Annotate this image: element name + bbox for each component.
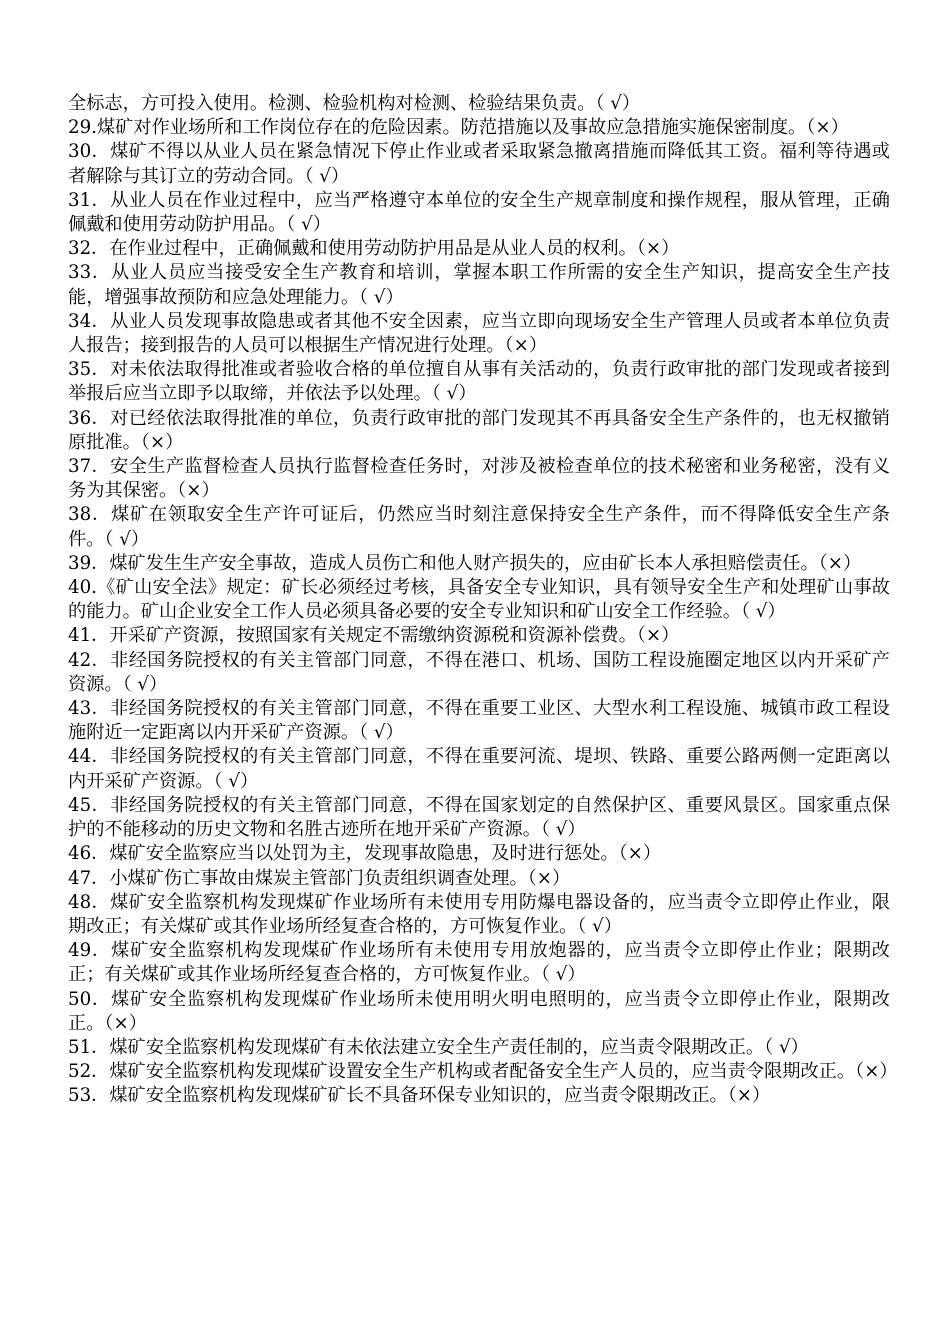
paragraph-item-34: 34．从业人员发现事故隐患或者其他不安全因素，应当立即向现场安全生产管理人员或者本单位负责人报告；接到报告的人员可以根据生产情况进行处理。（×） [68, 310, 890, 357]
paragraph-item-39: 39．煤矿发生生产安全事故，造成人员伤亡和他人财产损失的，应由矿长本人承担赔偿责任。（×） [68, 552, 862, 574]
paragraph-item-46: 46．煤矿安全监察应当以处罚为主，发现事故隐患，及时进行惩处。（×） [68, 843, 662, 865]
paragraph-item-37: 37．安全生产监督检查人员执行监督检查任务时，对涉及被检查单位的技术秘密和业务秘密，没有义务为其保密。（×） [68, 456, 890, 502]
paragraph-item-35: 35．对未依法取得批准或者验收合格的单位擅自从事有关活动的，负责行政审批的部门发现或者接到举报后应当立即予以取缔，并依法予以处理。（ √） [68, 359, 890, 405]
paragraph-item-53: 53．煤矿安全监察机构发现煤矿矿长不具备环保专业知识的，应当责令限期改正。（×） [68, 1085, 771, 1107]
paragraph-item-50: 50．煤矿安全监察机构发现煤矿作业场所未使用明火明电照明的，应当责令立即停止作业，限期改正。（×） [68, 988, 890, 1034]
paragraph-item-52: 52．煤矿安全监察机构发现煤矿设置安全生产机构或者配备安全生产人员的，应当责令限期改正。（×） [68, 1061, 898, 1083]
paragraph-item-36: 36．对已经依法取得批准的单位，负责行政审批的部门发现其不再具备安全生产条件的，也无权撤销原批准。（×） [68, 407, 890, 453]
document-page [68, 92, 898, 1109]
paragraph-item-48: 48．煤矿安全监察机构发现煤矿作业场所有未使用专用防爆电器设备的，应当责令立即停止作业，限期改正；有关煤矿或其作业场所经复查合格的，方可恢复作业。（ √） [68, 891, 890, 937]
paragraph-item-40: 40.《矿山安全法》规定：矿长必须经过考核，具备安全专业知识，具有领导安全生产和处理矿山事故的能力。矿山企业安全工作人员必须具备必要的安全专业知识和矿山安全工作经验。（ √） [68, 577, 890, 623]
paragraph-item-51: 51．煤矿安全监察机构发现煤矿有未依法建立安全生产责任制的，应当责令限期改正。（ √） [68, 1036, 809, 1058]
paragraph-item-38: 38．煤矿在领取安全生产许可证后，仍然应当时刻注意保持安全生产条件，而不得降低安全生产条件。（ √） [68, 504, 890, 550]
paragraph-item-47: 47．小煤矿伤亡事故由煤炭主管部门负责组织调查处理。（×） [68, 867, 571, 889]
paragraph-item-49: 49．煤矿安全监察机构发现煤矿作业场所有未使用专用放炮器的，应当责令立即停止作业；限期改正；有关煤矿或其作业场所经复查合格的，方可恢复作业。（ √） [68, 940, 890, 986]
paragraph-item-29: 29.煤矿对作业场所和工作岗位存在的危险因素。防范措施以及事故应急措施实施保密制度。（×） [68, 117, 849, 139]
paragraph-item-42: 42．非经国务院授权的有关主管部门同意，不得在港口、机场、国防工程设施圈定地区以内开采矿产资源。（ √） [68, 649, 890, 695]
paragraph-item-43: 43．非经国务院授权的有关主管部门同意，不得在重要工业区、大型水利工程设施、城镇市政工程设施附近一定距离以内开采矿产资源。（ √） [68, 698, 890, 744]
paragraph-item-33: 33．从业人员应当接受安全生产教育和培训，掌握本职工作所需的安全生产知识，提高安全生产技能，增强事故预防和应急处理能力。（ √） [68, 262, 890, 308]
paragraph-item-45: 45．非经国务院授权的有关主管部门同意，不得在国家划定的自然保护区、重要风景区。国家重点保护的不能移动的历史文物和名胜古迹所在地开采矿产资源。（ √） [68, 794, 890, 841]
paragraph-item-30: 30．煤矿不得以从业人员在紧急情况下停止作业或者采取紧急撤离措施而降低其工资。福利等待遇或者解除与其订立的劳动合同。（ √） [68, 141, 890, 187]
paragraph-item-41: 41．开采矿产资源，按照国家有关规定不需缴纳资源税和资源补偿费。（×） [68, 625, 680, 647]
paragraph-item-32: 32．在作业过程中，正确佩戴和使用劳动防护用品是从业人员的权利。（×） [68, 238, 680, 260]
paragraph-item-31: 31．从业人员在作业过程中，应当严格遵守本单位的安全生产规章制度和操作规程，服从管理，正确佩戴和使用劳动防护用品。（ √） [68, 189, 890, 236]
paragraph-item-44: 44．非经国务院授权的有关主管部门同意，不得在重要河流、堤坝、铁路、重要公路两侧一定距离以内开采矿产资源。（ √） [68, 746, 890, 792]
paragraph-continuation: 全标志，方可投入使用。检测、检验机构对检测、检验结果负责。（ √） [68, 93, 641, 114]
